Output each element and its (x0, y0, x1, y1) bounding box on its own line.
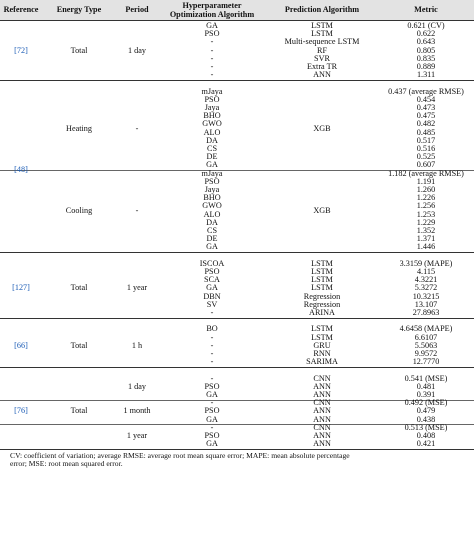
prediction-algorithm-cell: LSTM (311, 29, 333, 39)
period-cell: 1 month (123, 406, 151, 416)
metric-cell: 0.889 (416, 62, 436, 71)
metric-cell: 0.622 (416, 29, 436, 39)
metric-cell: 0.408 (416, 431, 436, 440)
prediction-algorithm-cell: ANN (313, 431, 331, 440)
energy-type-cell: Total (70, 406, 88, 416)
metric-cell: 4.6458 (MAPE) (399, 324, 453, 334)
metric-cell: 1.253 (416, 209, 436, 219)
hyperparameter-cell: CS (206, 144, 218, 153)
hyperparameter-cell: - (210, 340, 214, 350)
hyperparameter-cell: DA (206, 135, 218, 145)
metric-cell: 0.475 (416, 111, 436, 121)
metric-cell: 0.805 (416, 45, 436, 55)
hyperparameter-cell: PSO (204, 94, 220, 104)
prediction-algorithm-cell: Regression (303, 291, 341, 301)
hyperparameter-cell: - (210, 45, 214, 55)
hyperparameter-cell: - (210, 422, 214, 432)
metric-cell: 5.5063 (414, 340, 438, 350)
prediction-algorithm-cell: ANN (313, 414, 331, 424)
metric-cell: 0.517 (416, 135, 436, 145)
metric-cell: 5.3272 (414, 283, 438, 293)
header-prediction-algorithm: Prediction Algorithm (284, 5, 360, 14)
metric-cell: 0.479 (416, 406, 436, 416)
metric-cell: 0.513 (MSE) (404, 422, 448, 432)
reference-cell: [66] (14, 340, 28, 350)
prediction-algorithm-cell: ANN (313, 381, 331, 391)
metric-cell: 0.421 (416, 439, 436, 449)
hyperparameter-cell: PSO (204, 29, 220, 39)
hyperparameter-cell: mJaya (201, 86, 223, 96)
energy-type-cell: Total (70, 45, 88, 55)
period-cell: 1 h (131, 340, 143, 350)
header-energy-type: Energy Type (56, 5, 102, 14)
hyperparameter-cell: GA (206, 390, 218, 399)
metric-cell: 0.607 (416, 160, 436, 170)
metric-cell: 1.311 (416, 70, 436, 80)
period-cell: - (135, 123, 139, 133)
hyperparameter-cell: - (210, 398, 214, 408)
hyperparameter-cell: CS (206, 226, 218, 235)
hyperparameter-cell: - (210, 349, 214, 358)
footnote-line: error; MSE: root mean squared error. (10, 459, 123, 469)
period-cell: 1 year (126, 431, 148, 440)
prediction-algorithm-cell: CNN (313, 398, 331, 408)
hyperparameter-cell: PSO (204, 267, 220, 276)
prediction-algorithm-cell: LSTM (311, 324, 333, 334)
prediction-algorithm-cell: LSTM (311, 275, 333, 285)
hyperparameter-cell: PSO (204, 381, 220, 391)
hyperparameter-cell: PSO (204, 406, 220, 416)
metric-cell: 1.256 (416, 201, 436, 211)
hyperparameter-cell: mJaya (201, 168, 223, 178)
metric-cell: 1.260 (416, 185, 436, 194)
prediction-algorithm-cell: LSTM (311, 258, 333, 268)
prediction-algorithm-cell: ANN (313, 439, 331, 449)
hyperparameter-cell: GA (206, 414, 218, 424)
hyperparameter-cell: ALO (203, 127, 221, 137)
prediction-algorithm-cell: SVR (314, 53, 330, 63)
metric-cell: 0.525 (416, 152, 436, 162)
prediction-algorithm-cell: Extra TR (306, 62, 338, 71)
metric-cell: 0.485 (416, 127, 436, 137)
metric-cell: 3.3159 (MAPE) (399, 258, 453, 268)
prediction-algorithm-cell: RNN (313, 349, 331, 358)
metric-cell: 1.446 (416, 242, 436, 252)
metric-cell: 1.226 (416, 193, 436, 203)
metric-cell: 1.182 (average RMSE) (388, 168, 464, 178)
hyperparameter-cell: PSO (204, 431, 220, 440)
metric-cell: 9.9572 (414, 349, 438, 358)
prediction-algorithm-cell: SARIMA (306, 357, 338, 367)
prediction-algorithm-cell: CNN (313, 422, 331, 432)
metric-cell: 1.371 (416, 234, 436, 244)
reference-cell: [127] (12, 283, 30, 293)
metric-cell: 0.621 (CV) (407, 21, 445, 30)
prediction-algorithm-cell: XGB (313, 205, 331, 215)
header-hyperparameter: Hyperparameter (182, 1, 242, 10)
prediction-algorithm-cell: Multi-sequence LSTM (284, 37, 360, 47)
prediction-algorithm-cell: ANN (313, 70, 331, 80)
metric-cell: 1.191 (416, 176, 436, 186)
metric-cell: 0.481 (416, 381, 436, 391)
period-cell: 1 year (126, 283, 148, 293)
energy-type-cell: Heating (66, 123, 92, 133)
row-rule (0, 318, 474, 319)
header-rule (0, 20, 474, 21)
hyperparameter-cell: - (210, 373, 214, 383)
hyperparameter-cell: SCA (204, 275, 220, 285)
metric-cell: 1.352 (416, 226, 436, 235)
hyperparameter-cell: ISCOA (199, 258, 225, 268)
metric-cell: 0.437 (average RMSE) (388, 86, 464, 96)
hyperparameter-cell: - (210, 332, 214, 342)
header-optimization-algorithm: Optimization Algorithm (169, 10, 255, 19)
prediction-algorithm-cell: ARINA (309, 308, 335, 317)
prediction-algorithm-cell: ANN (313, 406, 331, 416)
hyperparameter-cell: DE (206, 152, 218, 162)
period-cell: - (135, 205, 139, 215)
hyperparameter-cell: - (210, 53, 214, 63)
hyperparameter-cell: - (210, 308, 214, 317)
metric-cell: 0.482 (416, 119, 436, 129)
prediction-algorithm-cell: LSTM (311, 332, 333, 342)
reference-cell: [72] (14, 45, 28, 55)
metric-cell: 13.107 (414, 299, 438, 309)
hyperparameter-cell: - (210, 62, 214, 71)
reference-cell: [76] (14, 406, 28, 416)
row-rule (0, 252, 474, 253)
metric-cell: 0.835 (416, 53, 436, 63)
prediction-algorithm-cell: LSTM (311, 283, 333, 293)
metric-cell: 6.6107 (414, 332, 438, 342)
hyperparameter-cell: BHO (203, 111, 221, 121)
hyperparameter-cell: SV (206, 299, 218, 309)
row-rule (0, 367, 474, 368)
prediction-algorithm-cell: Regression (303, 299, 341, 309)
prediction-algorithm-cell: ANN (313, 390, 331, 399)
prediction-algorithm-cell: RF (316, 45, 328, 55)
row-rule (0, 449, 474, 450)
footnote-line: CV: coefficient of variation; average RMSE: average root mean square error; MAPE: mean absolute percentage (10, 450, 350, 460)
energy-type-cell: Cooling (65, 205, 93, 215)
metric-cell: 12.7770 (412, 357, 440, 367)
header-reference: Reference (3, 5, 39, 14)
row-rule (0, 424, 474, 425)
hyperparameter-cell: Jaya (204, 103, 220, 112)
hyperparameter-cell: BHO (203, 193, 221, 203)
header-period: Period (125, 5, 149, 14)
metric-cell: 0.454 (416, 94, 436, 104)
metric-cell: 1.229 (416, 217, 436, 227)
hyperparameter-cell: - (210, 70, 214, 80)
metric-cell: 0.541 (MSE) (404, 373, 448, 383)
metric-cell: 0.643 (416, 37, 436, 47)
hyperparameter-cell: DBN (203, 291, 221, 301)
prediction-algorithm-cell: GRU (313, 340, 331, 350)
metric-cell: 0.391 (416, 390, 436, 399)
metric-cell: 0.492 (MSE) (404, 398, 448, 408)
hyperparameter-cell: GWO (202, 201, 222, 211)
period-cell: 1 day (128, 45, 146, 55)
prediction-algorithm-cell: LSTM (311, 21, 333, 30)
hyperparameter-cell: GA (206, 160, 218, 170)
hyperparameter-cell: PSO (204, 176, 220, 186)
metric-cell: 27.8963 (412, 308, 440, 317)
metric-cell: 10.3215 (412, 291, 440, 301)
hyperparameter-cell: - (210, 357, 214, 367)
energy-type-cell: Total (70, 283, 88, 293)
header-metric: Metric (414, 5, 438, 14)
period-cell: 1 day (128, 381, 146, 391)
energy-type-cell: Total (70, 340, 88, 350)
metric-cell: 4.115 (416, 267, 436, 276)
hyperparameter-cell: BO (206, 324, 218, 334)
hyperparameter-cell: GA (206, 242, 218, 252)
prediction-algorithm-cell: XGB (313, 123, 331, 133)
row-rule (0, 80, 474, 81)
prediction-algorithm-cell: CNN (313, 373, 331, 383)
hyperparameter-cell: ALO (203, 209, 221, 219)
hyperparameter-cell: - (210, 37, 214, 47)
metric-cell: 0.516 (416, 144, 436, 153)
hyperparameter-cell: GA (206, 283, 218, 293)
metric-cell: 0.473 (416, 103, 436, 112)
hyperparameter-cell: Jaya (204, 185, 220, 194)
hyperparameter-cell: GA (206, 439, 218, 449)
metric-cell: 0.438 (416, 414, 436, 424)
metric-cell: 4.3221 (414, 275, 438, 285)
prediction-algorithm-cell: LSTM (311, 267, 333, 276)
hyperparameter-cell: DE (206, 234, 218, 244)
hyperparameter-cell: DA (206, 217, 218, 227)
hyperparameter-cell: GWO (202, 119, 222, 129)
row-rule (0, 400, 474, 401)
reference-cell: [48] (14, 164, 28, 174)
hyperparameter-cell: GA (206, 21, 218, 30)
